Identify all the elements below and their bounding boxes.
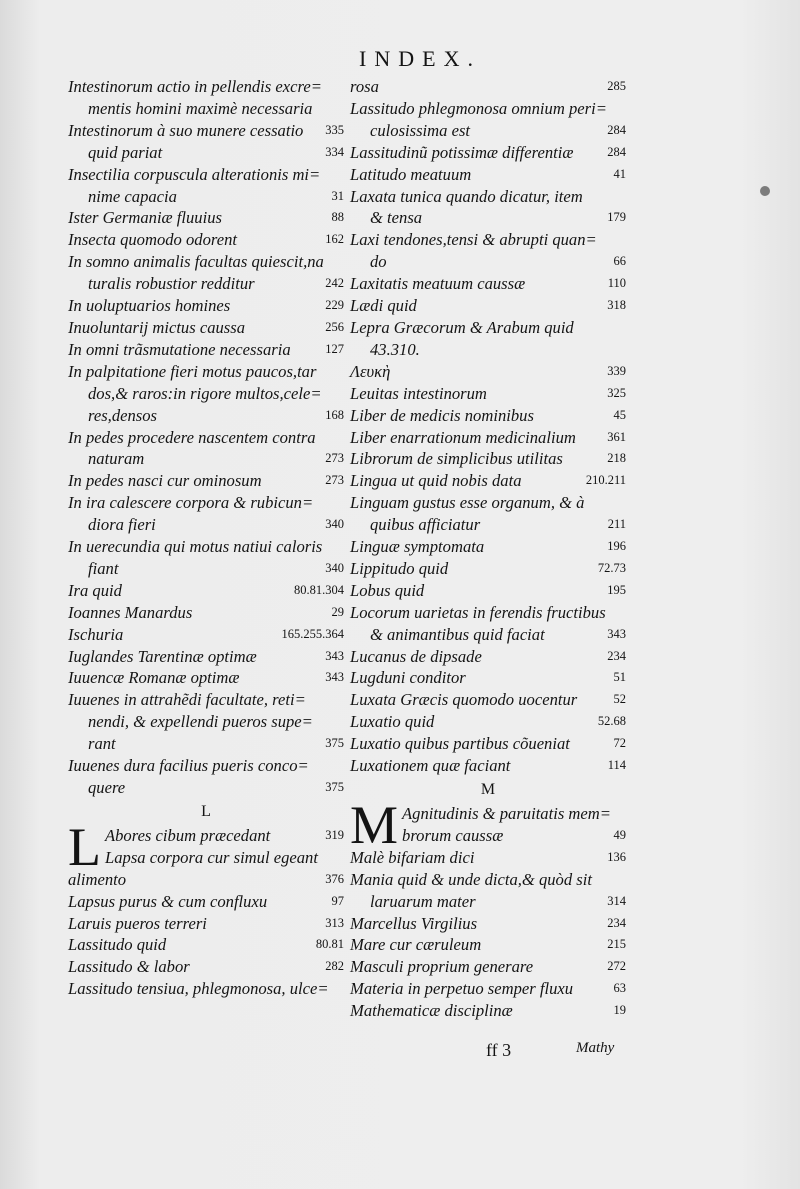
- page-number: 72: [613, 736, 626, 751]
- page-number: 31: [331, 188, 344, 203]
- entry-text: In uoluptuarios homines: [68, 296, 231, 316]
- section-letter-m: M: [480, 781, 496, 798]
- entry-text: Lippitudo quid: [350, 558, 449, 578]
- page-number: 313: [325, 915, 344, 930]
- page-number: 284: [607, 122, 626, 137]
- page-number: 97: [331, 893, 344, 908]
- entry-text: Iuuenes in attrahẽdi facultate, reti=: [68, 690, 306, 710]
- page-number: 66: [613, 254, 626, 269]
- entry-text: Laxi tendones,tensi & abrupti quan=: [350, 230, 597, 250]
- index-entry: [68, 956, 344, 978]
- index-entry: [350, 427, 626, 449]
- page-number: 215: [607, 937, 626, 952]
- entry-text: Insectilia corpuscula alterationis mi=: [68, 164, 321, 184]
- index-entry: [68, 470, 344, 492]
- page-number: 127: [325, 341, 344, 356]
- entry-text: Mathematicæ disciplinæ: [350, 1001, 513, 1021]
- index-entry: [350, 383, 626, 405]
- entry-text: Ischuria: [68, 624, 124, 644]
- entry-text: Intestinorum à suo munere cessatio: [68, 120, 304, 140]
- entry-text: Luxatio quibus partibus cõueniat: [350, 734, 570, 754]
- entry-text: Lingua ut quid nobis data: [350, 471, 522, 491]
- page-number: 136: [607, 849, 626, 864]
- entry-text: Insecta quomodo odorent: [68, 230, 237, 250]
- index-entry: [350, 405, 626, 427]
- entry-text: Lassitudinũ potissimæ differentiæ: [350, 142, 574, 162]
- index-entry: [68, 361, 344, 427]
- signature-mark: ff 3: [486, 1040, 512, 1060]
- entry-text: Malè bifariam dici: [350, 847, 475, 867]
- entry-text: In pedes procedere nascentem contra: [68, 427, 316, 447]
- index-entry: [68, 317, 344, 339]
- entry-text: Lobus quid: [350, 580, 425, 600]
- entry-text: & animantibus quid faciat: [370, 624, 545, 644]
- page-number: 52.68: [597, 714, 626, 729]
- page-number: 282: [325, 959, 344, 974]
- entry-text: Materia in perpetuo semper fluxu: [350, 979, 574, 999]
- index-entry: [350, 711, 626, 733]
- entry-text: Linguam gustus esse organum, & à: [350, 493, 585, 513]
- index-entry: [350, 689, 626, 711]
- index-entry: [68, 978, 344, 1000]
- entry-text: laruarum mater: [370, 891, 476, 911]
- entry-text: Mania quid & unde dicta,& quòd sit: [350, 869, 592, 889]
- page-number: 375: [325, 736, 344, 751]
- page-number: 242: [325, 276, 344, 291]
- index-entry: [68, 295, 344, 317]
- page-number: 179: [607, 210, 626, 225]
- index-entry: [68, 120, 344, 164]
- index-entry: [350, 76, 626, 98]
- index-entry: [68, 913, 344, 935]
- page-number: 110: [607, 276, 626, 291]
- entry-text: Luxatio quid: [350, 712, 435, 732]
- index-entry: [350, 361, 626, 383]
- index-entry: [350, 755, 626, 777]
- entry-text: In uerecundia qui motus natiui caloris: [68, 537, 323, 557]
- page-number: 229: [325, 298, 344, 313]
- entry-text: In ira calescere corpora & rubicun=: [68, 493, 314, 513]
- index-entry: [350, 795, 626, 855]
- page-number: 375: [325, 780, 344, 794]
- entry-text: rosa: [350, 77, 379, 96]
- entry-text: alimento: [68, 869, 127, 889]
- index-entry: [68, 667, 344, 689]
- index-entry: [68, 816, 344, 891]
- index-entry: [68, 646, 344, 668]
- page-number: 273: [325, 473, 344, 488]
- entry-text: Luxata Græcis quomodo uocentur: [350, 690, 578, 710]
- index-entry: [350, 934, 626, 956]
- entry-text: In palpitatione fieri motus paucos,tar: [68, 361, 317, 381]
- page-number: 88: [331, 210, 344, 225]
- page-number: 41: [613, 166, 626, 181]
- entry-text: Marcellus Virgilius: [350, 913, 478, 933]
- index-entry: [350, 646, 626, 668]
- index-entry: [68, 536, 344, 580]
- page-number: 72.73: [597, 560, 626, 575]
- entry-text: quid pariat: [88, 142, 163, 162]
- entry-text: quibus afficiatur: [370, 515, 481, 535]
- page-footer: [0, 1040, 800, 1064]
- entry-text: nendi, & expellendi pueros supe=: [88, 712, 313, 732]
- index-entry: [68, 339, 344, 361]
- entry-text: Agnitudinis & paruitatis mem=: [402, 804, 611, 823]
- entry-text: Laruis pueros terreri: [68, 913, 207, 933]
- page-number: 19: [613, 1003, 626, 1018]
- entry-text: Intestinorum actio in pellendis excre=: [68, 77, 322, 96]
- entry-text: Abores cibum præcedant: [105, 825, 271, 845]
- index-entry: [350, 317, 626, 361]
- page-number: 361: [607, 429, 626, 444]
- page-number: 210.211: [585, 473, 626, 488]
- index-entry: [68, 624, 344, 646]
- page-number: 325: [607, 385, 626, 400]
- page-number: 211: [607, 517, 626, 532]
- page-number: 234: [607, 915, 626, 930]
- entry-text: nime capacia: [88, 186, 177, 206]
- entry-text: Laxitatis meatuum caussæ: [350, 274, 526, 294]
- entry-text: mentis homini maximè necessaria: [88, 98, 313, 118]
- entry-text: diora fieri: [88, 515, 156, 535]
- entry-text: Liber enarrationum medicinalium: [350, 427, 576, 447]
- page-number: 168: [325, 407, 344, 422]
- entry-text: Masculi proprium generare: [350, 957, 534, 977]
- index-entry: [68, 689, 344, 755]
- entry-text: Linguæ symptomata: [350, 537, 485, 557]
- entry-text: Lassitudo phlegmonosa omnium peri=: [350, 98, 607, 118]
- entry-text: Lugduni conditor: [350, 668, 466, 688]
- entry-text: Lucanus de dipsade: [350, 646, 482, 666]
- page-number: 49: [613, 827, 626, 842]
- index-entry: [350, 667, 626, 689]
- entry-text: Ister Germaniæ fluuius: [68, 208, 222, 228]
- page-number: 234: [607, 648, 626, 663]
- entry-text: In omni trãsmutatione necessaria: [68, 339, 291, 359]
- index-entry: [68, 76, 344, 120]
- catchword: Mathy: [576, 1040, 615, 1056]
- page-number: 339: [607, 363, 626, 378]
- entry-text: culosissima est: [370, 120, 471, 140]
- page-number: 196: [607, 539, 626, 554]
- index-entry: [350, 978, 626, 1000]
- entry-text: Leuitas intestinorum: [350, 383, 487, 403]
- index-column-right: [350, 76, 626, 1022]
- entry-text: Mare cur cæruleum: [350, 935, 482, 955]
- index-entry: [350, 602, 626, 646]
- index-entry: [350, 186, 626, 230]
- entry-text: rant: [88, 734, 116, 754]
- entry-text: Iuglandes Tarentinæ optimæ: [68, 646, 257, 666]
- page-number: 114: [607, 758, 626, 773]
- index-entry: [68, 492, 344, 536]
- index-entry: [350, 229, 626, 273]
- page-number: 318: [607, 298, 626, 313]
- index-entry: [350, 580, 626, 602]
- page-number: 256: [325, 319, 344, 334]
- entry-text: Ira quid: [68, 580, 122, 600]
- index-entry: [68, 934, 344, 956]
- page-number: 52: [613, 692, 626, 707]
- entry-text: Lassitudo & labor: [68, 957, 190, 977]
- page-number: 340: [325, 517, 344, 532]
- entry-text: 43.310.: [370, 339, 420, 359]
- page-number: 29: [331, 604, 344, 619]
- page-number: 273: [325, 451, 344, 466]
- entry-text: Librorum de simplicibus utilitas: [350, 449, 563, 469]
- index-entry: [350, 492, 626, 536]
- index-entry: [350, 164, 626, 186]
- index-entry: [350, 536, 626, 558]
- entry-text: Lassitudo quid: [68, 935, 167, 955]
- index-entry: [68, 580, 344, 602]
- index-entry: [350, 448, 626, 470]
- entry-text: Luxationem quæ faciant: [350, 756, 511, 776]
- page-number: 162: [325, 232, 344, 247]
- index-entry: [68, 251, 344, 295]
- index-entry: [350, 273, 626, 295]
- index-entry: [350, 913, 626, 935]
- entry-text: Lapsus purus & cum confluxu: [68, 891, 268, 911]
- entry-text: Λευκὴ: [350, 361, 391, 381]
- index-entry: [350, 470, 626, 492]
- entry-text: res,densos: [88, 405, 157, 425]
- entry-text: In pedes nasci cur ominosum: [68, 471, 262, 491]
- page-number: 340: [325, 560, 344, 575]
- page-number: 63: [613, 981, 626, 996]
- page-number: 272: [607, 959, 626, 974]
- index-entry: [350, 142, 626, 164]
- index-entry: [350, 956, 626, 978]
- index-entry: [68, 427, 344, 471]
- index-entry: [350, 295, 626, 317]
- page-number: 195: [607, 582, 626, 597]
- index-entry: [350, 98, 626, 142]
- page-number: 80.81.304: [294, 582, 344, 597]
- entry-text: fiant: [88, 558, 119, 578]
- page-number: 218: [607, 451, 626, 466]
- page-number: 343: [325, 648, 344, 663]
- entry-text: Lassitudo tensiua, phlegmonosa, ulce=: [68, 979, 329, 999]
- page-number: 319: [325, 827, 344, 842]
- page-number: 335: [325, 122, 344, 137]
- entry-text: Liber de medicis nominibus: [350, 405, 534, 425]
- index-entry: [350, 869, 626, 913]
- page-title: INDEX.: [359, 46, 481, 71]
- page-number: 285: [607, 79, 626, 93]
- page-number: 343: [607, 626, 626, 641]
- entry-text: Lepra Græcorum & Arabum quid: [350, 317, 574, 337]
- entry-text: do: [370, 252, 387, 272]
- entry-text: Laxata tunica quando dicatur, item: [350, 186, 583, 206]
- section-letter-l: L: [201, 802, 211, 820]
- index-entry: [68, 229, 344, 251]
- page-number: 45: [613, 407, 626, 422]
- index-entry: [68, 207, 344, 229]
- index-entry: [68, 755, 344, 799]
- index-entry: [68, 891, 344, 913]
- entry-text: naturam: [88, 449, 145, 469]
- page-number: 376: [325, 871, 344, 886]
- entry-text: quere: [88, 778, 126, 797]
- entry-text: Iuuencæ Romanæ optimæ: [68, 668, 240, 688]
- index-entry: [350, 1000, 626, 1022]
- index-entry: [350, 847, 626, 869]
- entry-text: Locorum uarietas in ferendis fructibus: [350, 602, 606, 622]
- page-number: 343: [325, 670, 344, 685]
- page-number: 80.81: [315, 937, 344, 952]
- entry-text: turalis robustior redditur: [88, 274, 255, 294]
- index-entry: [68, 602, 344, 624]
- index-column-left: [68, 76, 344, 1000]
- index-entry: [350, 558, 626, 580]
- entry-text: Latitudo meatuum: [350, 164, 472, 184]
- entry-text: In somno animalis facultas quiescit,na: [68, 252, 324, 272]
- index-entry: [68, 164, 344, 208]
- drop-cap: M: [350, 795, 399, 855]
- index-entry: [350, 733, 626, 755]
- entry-text: brorum caussæ: [402, 825, 504, 845]
- entry-text: Lapsa corpora cur simul egeant: [105, 847, 318, 867]
- page-number: 165.255.364: [281, 626, 344, 641]
- page-number: 314: [607, 893, 626, 908]
- entry-text: Inuoluntarij mictus caussa: [68, 317, 245, 337]
- entry-text: dos,& raros:in rigore multos,cele=: [88, 383, 322, 403]
- page-number: 334: [325, 144, 344, 159]
- entry-text: Iuuenes dura facilius pueris conco=: [68, 756, 309, 776]
- page-number: 284: [607, 144, 626, 159]
- entry-text: & tensa: [370, 208, 423, 228]
- page-number: 51: [613, 670, 626, 685]
- entry-text: Ioannes Manardus: [68, 602, 193, 622]
- entry-text: Lædi quid: [350, 296, 417, 316]
- ink-blot: [760, 186, 770, 196]
- drop-cap: L: [68, 816, 101, 877]
